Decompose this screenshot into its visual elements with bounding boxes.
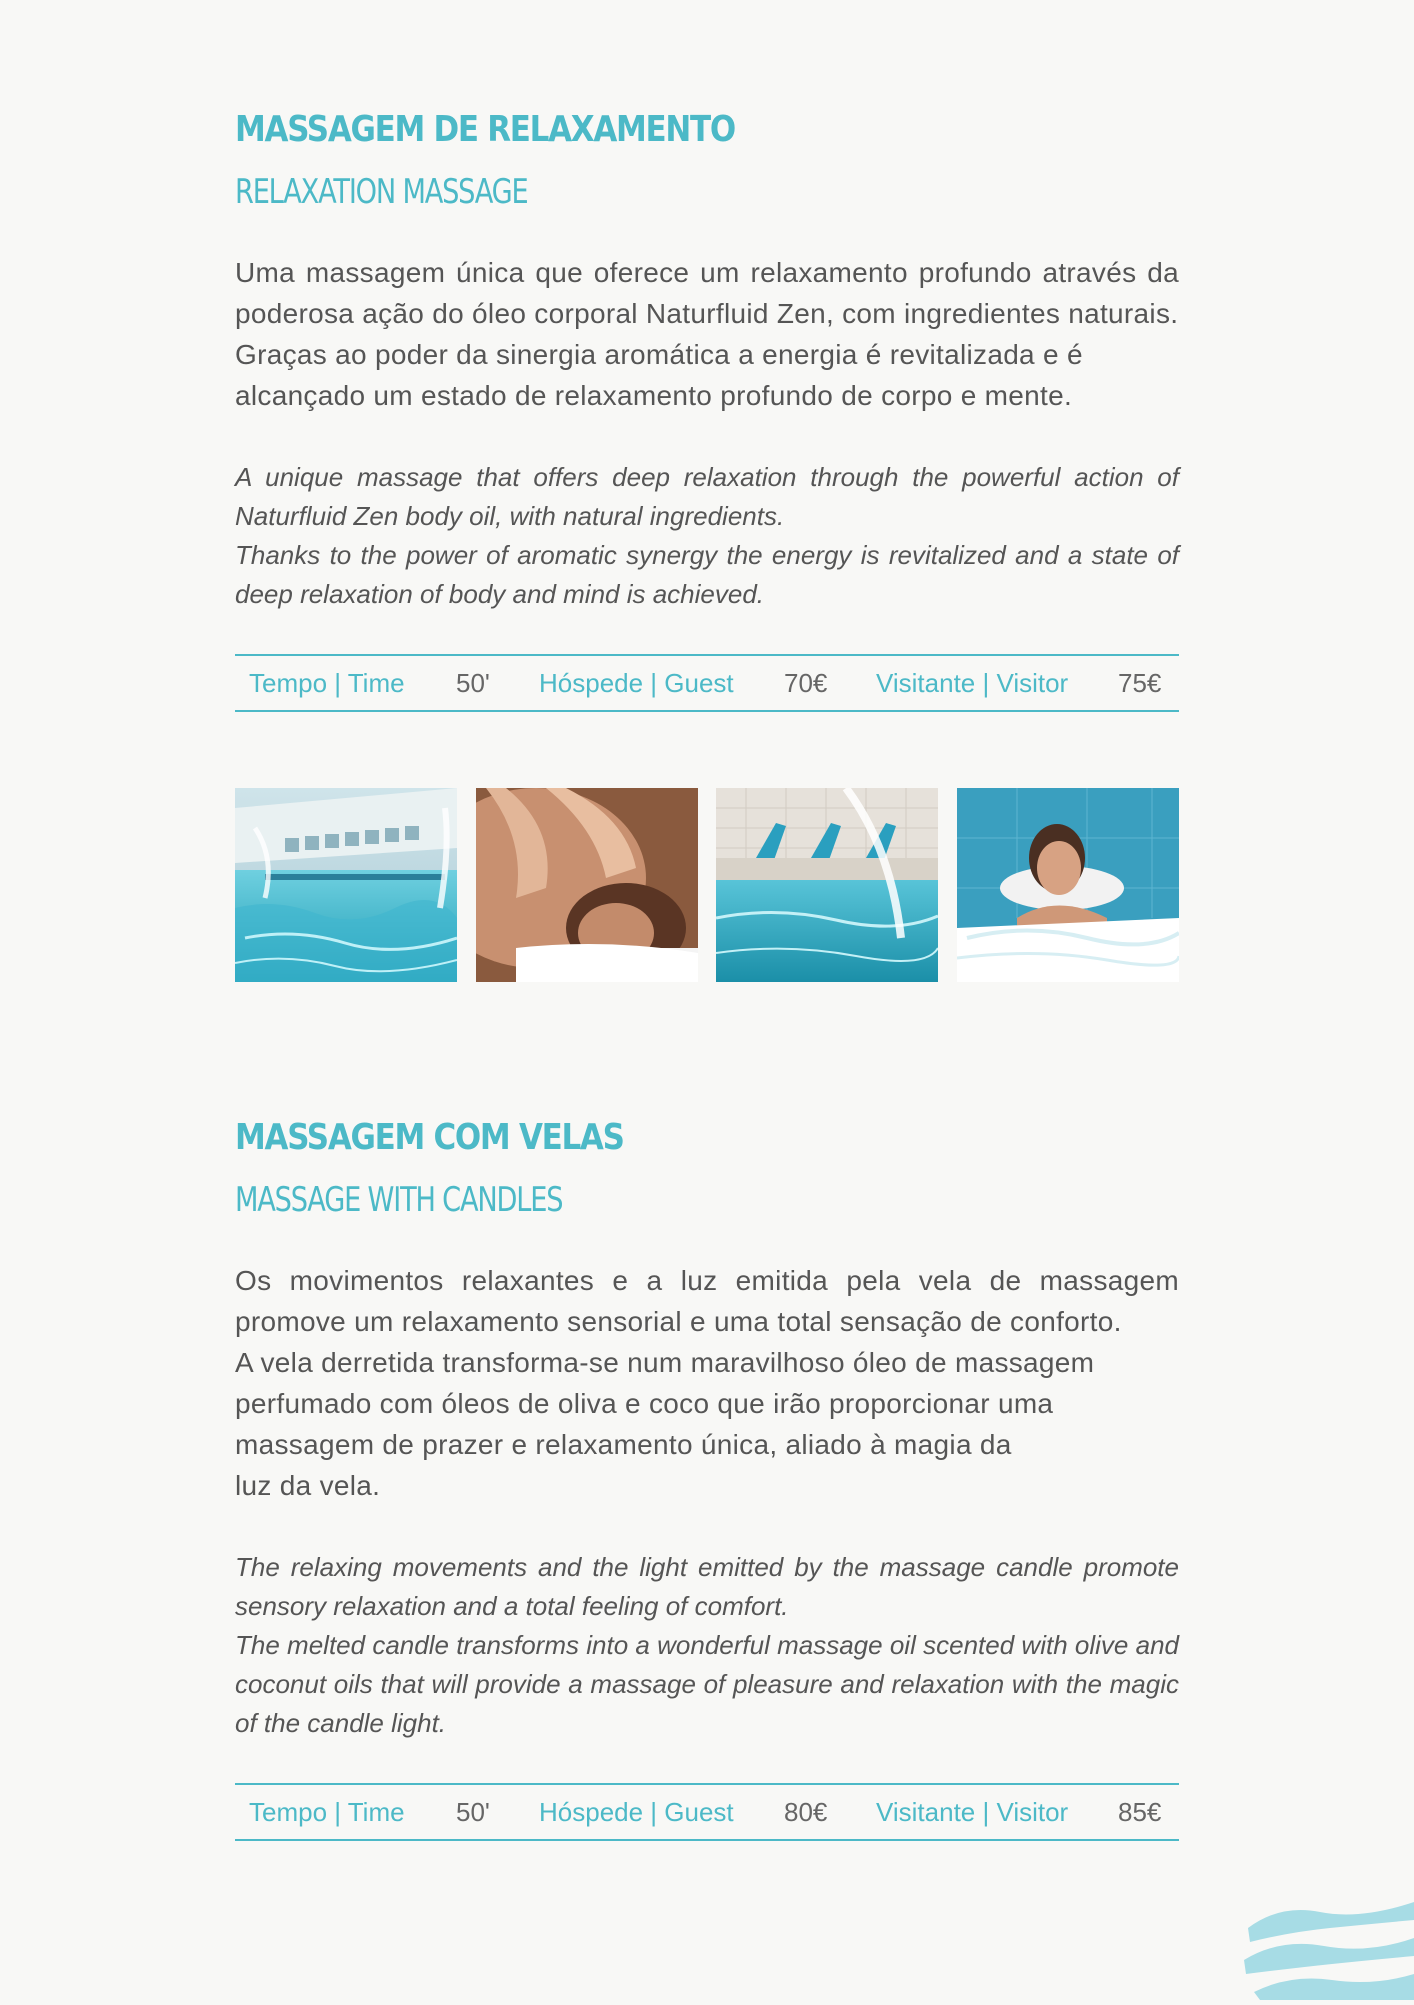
time-value: 50': [456, 1797, 490, 1827]
pt-paragraph: Uma massagem única que oferece um relaxamento profundo através da poderosa ação do óleo corporal Naturfluid Zen, com ingredientes naturais.: [235, 257, 1179, 329]
visitor-price: 85€: [1118, 1797, 1162, 1827]
en-paragraph: The relaxing movements and the light emitted by the massage candle promote sensory relaxation and a total feeling of comfort.: [235, 1552, 1179, 1621]
guest-label: Hóspede | Guest: [539, 668, 734, 698]
wave-logo-icon: [1240, 1890, 1414, 2000]
relaxation-massage-section: [235, 100, 1179, 982]
hydro-bath-photo: [957, 788, 1179, 982]
pt-paragraph: A vela derretida transforma-se num maravilhoso óleo de massagem perfumado com óleos de oliva e coco que irão proporcionar uma massagem de prazer e relaxamento única, aliado à magia da: [235, 1347, 1095, 1460]
time-label: Tempo | Time: [249, 1797, 405, 1827]
guest-price: 70€: [784, 668, 828, 698]
portuguese-description: [235, 252, 1179, 416]
candle-massage-section: [235, 1108, 1179, 1841]
time-label: Tempo | Time: [249, 668, 405, 698]
en-paragraph: Thanks to the power of aromatic synergy the energy is revitalized and a state of deep relaxation of body and mind is achieved.: [235, 540, 1179, 609]
pool-loungers-photo: [716, 788, 938, 982]
photo-strip: [235, 788, 1179, 982]
pt-paragraph: luz da vela.: [235, 1470, 381, 1501]
guest-label: Hóspede | Guest: [539, 1797, 734, 1827]
indoor-pool-photo: [235, 788, 457, 982]
section-subtitle: RELAXATION MASSAGE: [235, 172, 528, 212]
english-description: [235, 1548, 1179, 1743]
time-value: 50': [456, 668, 490, 698]
pt-paragraph: Os movimentos relaxantes e a luz emitida pela vela de massagem promove um relaxamento sensorial e uma total sensação de conforto.: [235, 1265, 1179, 1337]
visitor-price: 75€: [1118, 668, 1162, 698]
visitor-label: Visitante | Visitor: [876, 1797, 1069, 1827]
guest-price: 80€: [784, 1797, 828, 1827]
section-title: MASSAGEM COM VELAS: [235, 1117, 624, 1158]
section-subtitle: MASSAGE WITH CANDLES: [235, 1180, 563, 1220]
en-paragraph: A unique massage that offers deep relaxation through the powerful action of Naturfluid Zen body oil, with natural ingredients.: [235, 462, 1179, 531]
price-bar: [235, 1783, 1179, 1841]
pt-paragraph: Graças ao poder da sinergia aromática a energia é revitalizada e é alcançado um estado de relaxamento profundo de corpo e mente.: [235, 339, 1083, 411]
section-title: MASSAGEM DE RELAXAMENTO: [235, 109, 735, 150]
en-paragraph: The melted candle transforms into a wonderful massage oil scented with olive and coconut oils that will provide a massage of pleasure and relaxation with the magic of the candle light.: [235, 1630, 1179, 1738]
visitor-label: Visitante | Visitor: [876, 668, 1069, 698]
price-bar: [235, 654, 1179, 712]
english-description: [235, 458, 1179, 614]
portuguese-description: [235, 1260, 1179, 1506]
back-massage-photo: [476, 788, 698, 982]
